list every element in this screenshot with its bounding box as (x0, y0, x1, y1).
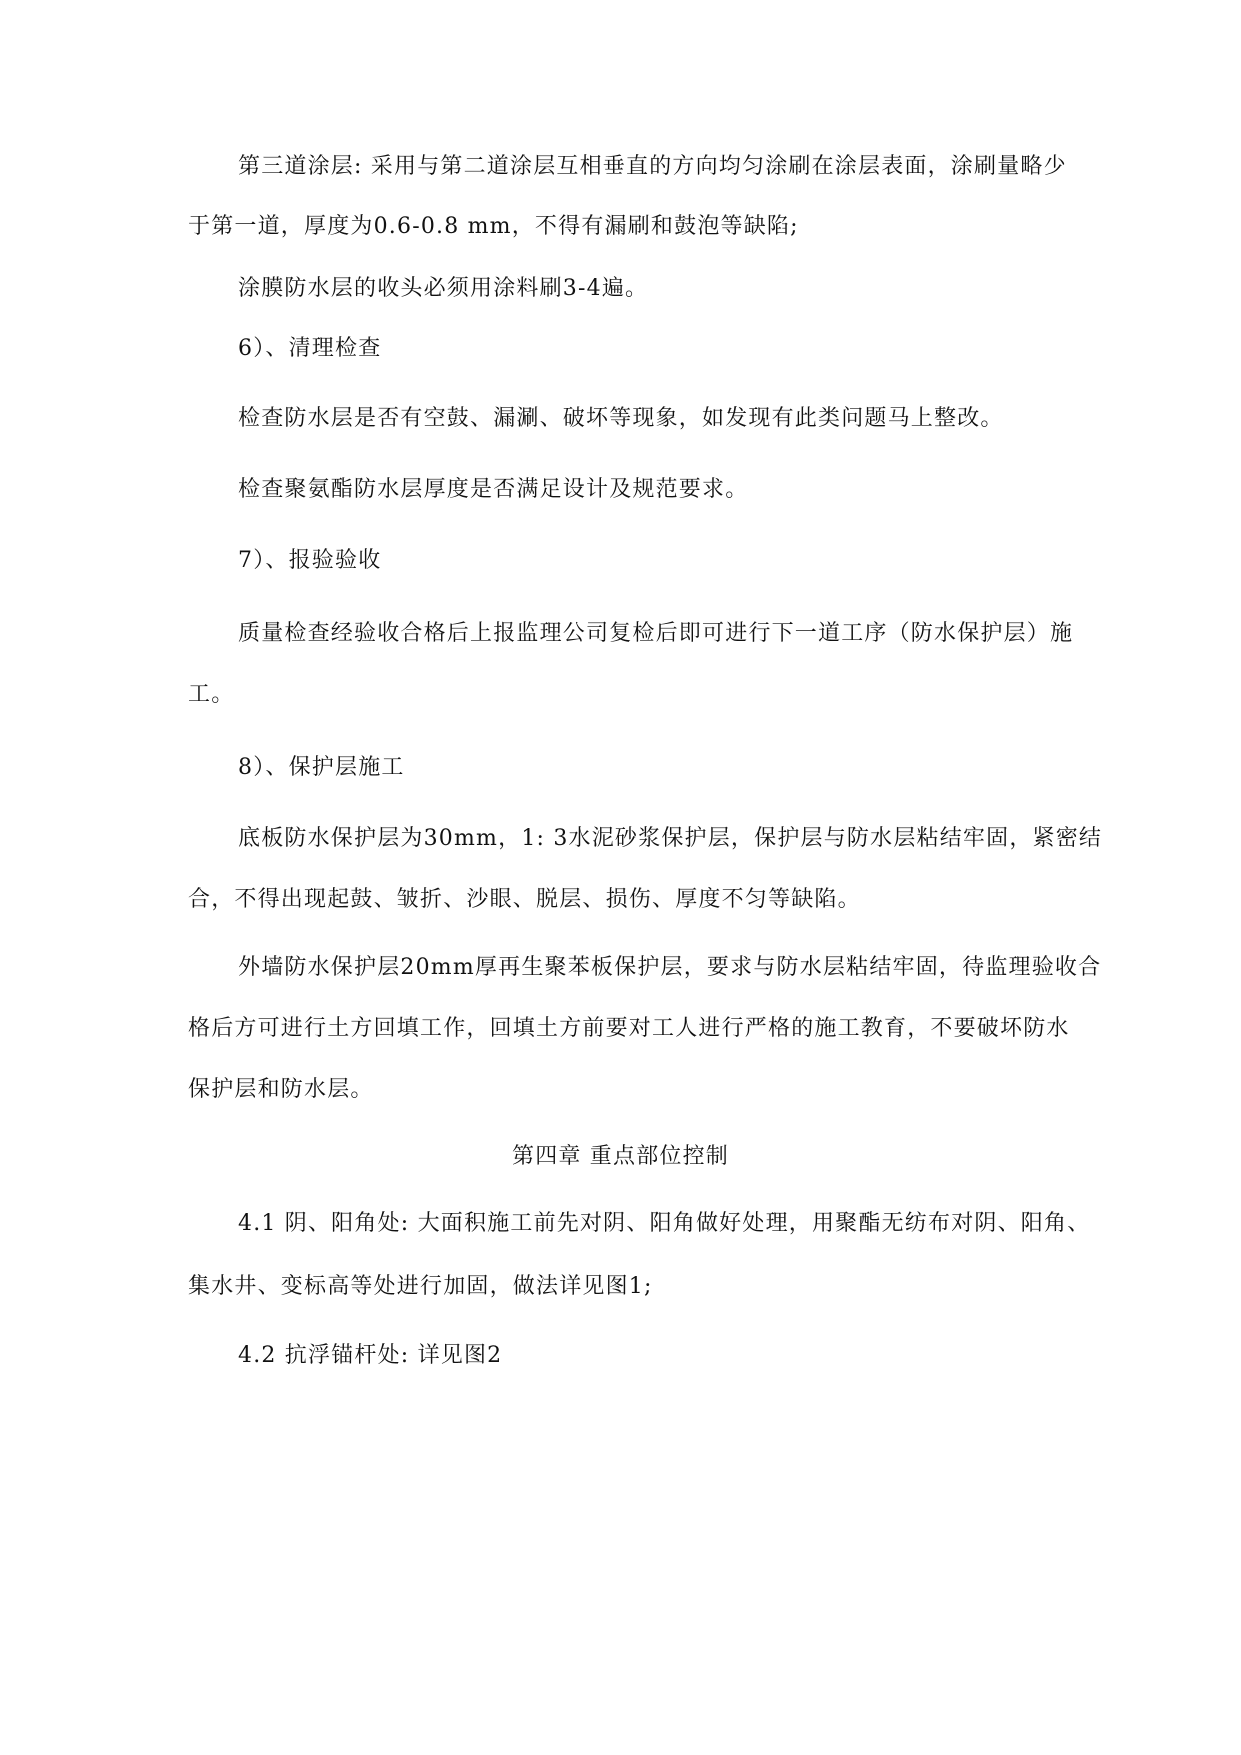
paragraph-membrane-edge: 涂膜防水层的收头必须用涂料刷3-4遍。 (238, 276, 649, 301)
paragraph-quality-check-line-1: 质量检查经验收合格后上报监理公司复检后即可进行下一道工序（防水保护层）施 (238, 621, 1074, 646)
paragraph-wall-protection-line-3: 保护层和防水层。 (188, 1077, 374, 1102)
paragraph-third-coating-line-2: 于第一道，厚度为0.6-0.8 mm，不得有漏刷和鼓泡等缺陷; (188, 214, 799, 239)
paragraph-third-coating-line-1: 第三道涂层: 采用与第二道涂层互相垂直的方向均匀涂刷在涂层表面，涂刷量略少 (238, 154, 1067, 179)
paragraph-corners-line-2: 集水井、变标高等处进行加固，做法详见图1; (188, 1274, 653, 1299)
paragraph-anchor-rods: 4.2 抗浮锚杆处: 详见图2 (238, 1343, 503, 1368)
paragraph-inspect-defects: 检查防水层是否有空鼓、漏涮、破坏等现象，如发现有此类问题马上整改。 (238, 406, 1004, 431)
paragraph-floor-protection-line-1: 底板防水保护层为30mm，1: 3水泥砂浆保护层，保护层与防水层粘结牢固，紧密结 (238, 826, 1103, 851)
paragraph-inspect-thickness: 检查聚氨酯防水层厚度是否满足设计及规范要求。 (238, 477, 749, 502)
paragraph-floor-protection-line-2: 合，不得出现起鼓、皱折、沙眼、脱层、损伤、厚度不匀等缺陷。 (188, 887, 861, 912)
chapter-four-title: 第四章 重点部位控制 (512, 1144, 729, 1169)
heading-protective-layer: 8）、保护层施工 (238, 755, 405, 780)
paragraph-wall-protection-line-2: 格后方可进行土方回填工作，回填土方前要对工人进行严格的施工教育，不要破坏防水 (188, 1016, 1070, 1041)
paragraph-corners-line-1: 4.1 阴、阳角处: 大面积施工前先对阴、阳角做好处理，用聚酯无纺布对阴、阳角、 (238, 1211, 1091, 1236)
paragraph-quality-check-line-2: 工。 (188, 682, 235, 707)
heading-clean-inspect: 6）、清理检查 (238, 336, 382, 361)
paragraph-wall-protection-line-1: 外墙防水保护层20mm厚再生聚苯板保护层，要求与防水层粘结牢固，待监理验收合 (238, 955, 1102, 980)
heading-acceptance: 7）、报验验收 (238, 548, 382, 573)
